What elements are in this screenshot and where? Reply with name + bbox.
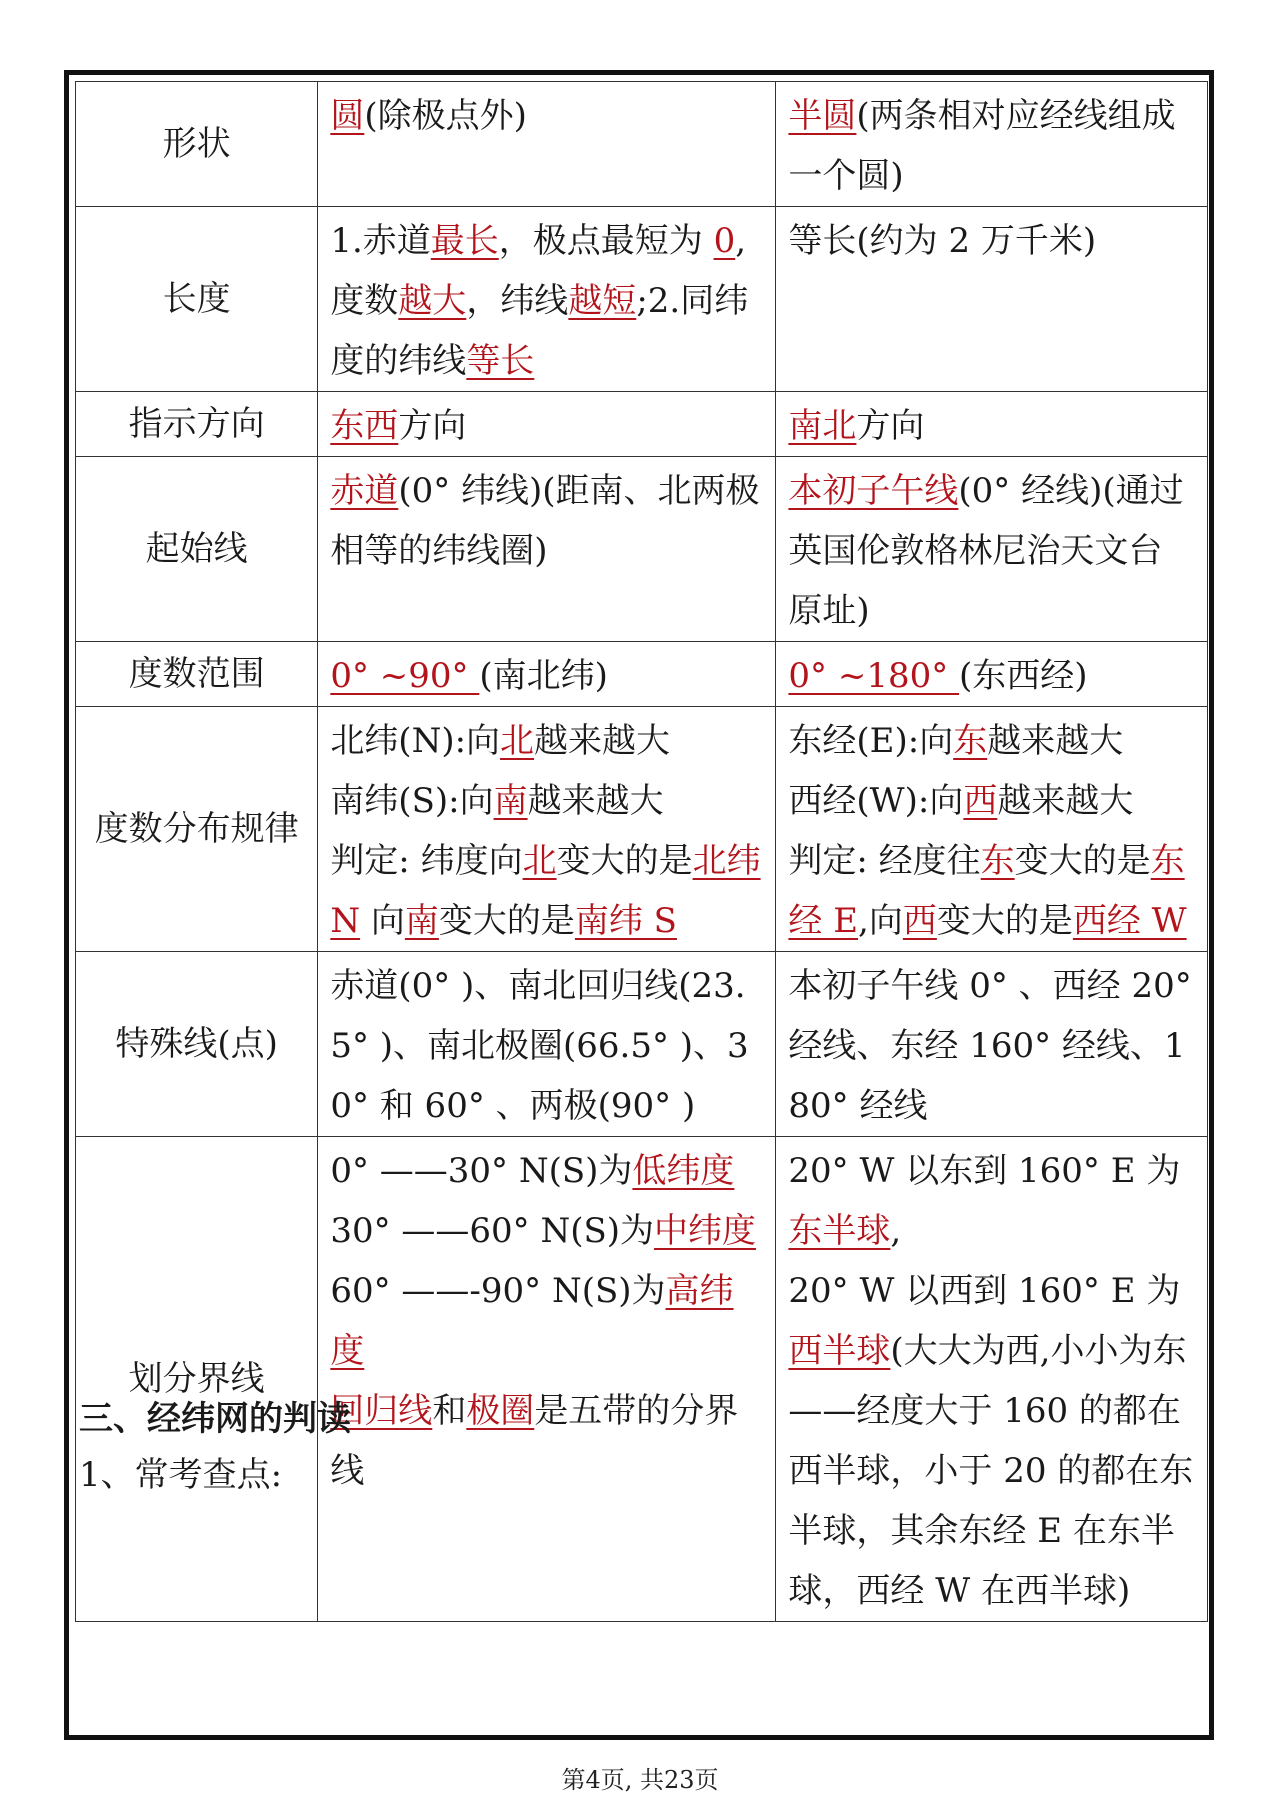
cell-text: 20° W 以东到 160° E 为 xyxy=(788,1151,1181,1191)
cell-text: (东西经) xyxy=(959,656,1088,696)
highlight-term: 中纬度 xyxy=(654,1211,757,1251)
section-title: 三、经纬网的判读 xyxy=(79,1399,351,1439)
highlight-term: 西 xyxy=(902,901,937,941)
latitude-cell xyxy=(318,707,776,952)
cell-text: ; xyxy=(636,281,648,321)
table-row xyxy=(76,392,1208,457)
row-label: 度数分布规律 xyxy=(76,707,318,952)
cell-text: 20° W 以西到 160° E 为 xyxy=(788,1271,1181,1311)
longitude-cell xyxy=(776,392,1208,457)
highlight-term: 赤道 xyxy=(330,471,399,511)
cell-text: 30° ——60° N(S)为 xyxy=(330,1211,655,1251)
highlight-term: 高纬度 xyxy=(330,1271,734,1371)
cell-text: (0° 经线)(通过英国伦敦格林尼治天文台原址) xyxy=(788,471,1184,631)
cell-text: ,向 xyxy=(858,901,903,941)
cell-text: 东经(E):向 xyxy=(788,721,954,761)
cell-text: 变大的是 xyxy=(936,901,1073,941)
row-label: 划分界线 xyxy=(76,1137,318,1622)
latitude-cell xyxy=(318,1137,776,1622)
table-row xyxy=(76,952,1208,1137)
highlight-term: 北 xyxy=(500,721,535,761)
highlight-term: 南纬 S xyxy=(574,901,677,941)
cell-text: (两条相对应经线组成 xyxy=(856,96,1176,136)
cell-text: 变大的是 xyxy=(556,841,693,881)
cell-text: 越来越大 xyxy=(997,781,1134,821)
highlight-term: 0° ~90° xyxy=(330,656,480,696)
highlight-term: 圆 xyxy=(330,96,365,136)
cell-text: 0° ——30° N(S)为 xyxy=(330,1151,633,1191)
table-row xyxy=(76,82,1208,207)
table-row xyxy=(76,207,1208,392)
highlight-term: 0° ~180° xyxy=(788,656,960,696)
longitude-cell xyxy=(776,457,1208,642)
highlight-term: 南 xyxy=(404,901,439,941)
highlight-term: 北 xyxy=(522,841,557,881)
cell-text: 方向 xyxy=(856,406,925,446)
highlight-term: 西 xyxy=(963,781,998,821)
highlight-term: 北纬 N xyxy=(330,841,761,941)
row-label: 起始线 xyxy=(76,457,318,642)
highlight-term: 最长 xyxy=(430,221,499,261)
cell-text: 变大的是 xyxy=(1014,841,1151,881)
highlight-term: 东 xyxy=(980,841,1015,881)
highlight-term: 等长 xyxy=(466,341,535,381)
cell-text: 向 xyxy=(360,901,405,941)
table-row xyxy=(76,457,1208,642)
table-row xyxy=(76,707,1208,952)
row-label: 指示方向 xyxy=(76,392,318,457)
sub-title: 1、常考查点: xyxy=(79,1455,283,1495)
cell-text: 1.赤道 xyxy=(330,221,431,261)
highlight-term: 南 xyxy=(493,781,528,821)
highlight-term: 0 xyxy=(713,221,736,261)
highlight-term: 西半球 xyxy=(788,1331,891,1371)
longitude-cell xyxy=(776,82,1208,207)
latitude-cell xyxy=(318,82,776,207)
row-label: 形状 xyxy=(76,82,318,207)
highlight-term: 越短 xyxy=(568,281,637,321)
cell-text: 方向 xyxy=(398,406,467,446)
latitude-cell xyxy=(318,392,776,457)
latitude-cell xyxy=(318,457,776,642)
cell-text: 越来越大 xyxy=(534,721,671,761)
longitude-cell xyxy=(776,707,1208,952)
cell-text: 西经(W):向 xyxy=(788,781,964,821)
row-label: 特殊线(点) xyxy=(76,952,318,1137)
highlight-term: 西经 W xyxy=(1072,901,1187,941)
cell-text: 越来越大 xyxy=(527,781,664,821)
cell-text: 度数 xyxy=(330,281,399,321)
highlight-term: 南北 xyxy=(788,406,857,446)
longitude-cell xyxy=(776,952,1208,1137)
highlight-term: 东经 E xyxy=(788,841,1185,941)
cell-text: 判定: 经度往 xyxy=(788,841,981,881)
highlight-term: 东 xyxy=(953,721,988,761)
cell-text: ，纬线 xyxy=(466,281,569,321)
highlight-term: 回归线 xyxy=(330,1391,433,1431)
page-frame xyxy=(64,70,1214,1740)
table-row xyxy=(76,642,1208,707)
longitude-cell xyxy=(776,1137,1208,1622)
cell-text: 2.同纬度的纬线 xyxy=(330,281,749,381)
cell-text: 本初子午线 0° 、西经 20° 经线、东经 160° 经线、180° 经线 xyxy=(788,966,1192,1126)
longitude-cell xyxy=(776,207,1208,392)
cell-text: 北纬(N):向 xyxy=(330,721,501,761)
cell-text: 和 xyxy=(432,1391,467,1431)
table-row xyxy=(76,1137,1208,1622)
page-footer: 第4页, 共23页 xyxy=(561,1766,719,1794)
cell-text: 一个圆) xyxy=(788,156,904,196)
cell-text: (南北纬) xyxy=(479,656,608,696)
highlight-term: 低纬度 xyxy=(632,1151,735,1191)
latitude-cell xyxy=(318,642,776,707)
row-label: 度数范围 xyxy=(76,642,318,707)
highlight-term: 东半球 xyxy=(788,1211,891,1251)
latitude-cell xyxy=(318,952,776,1137)
highlight-term: 半圆 xyxy=(788,96,857,136)
highlight-term: 极圈 xyxy=(466,1391,535,1431)
cell-text: 判定: 纬度向 xyxy=(330,841,523,881)
cell-text: 南纬(S):向 xyxy=(330,781,494,821)
cell-text: , xyxy=(890,1211,902,1251)
cell-text: (除极点外) xyxy=(364,96,527,136)
cell-text: 60° ——-90° N(S)为 xyxy=(330,1271,666,1311)
cell-text: 等长(约为 2 万千米) xyxy=(788,221,1097,261)
cell-text: ，极点最短为 xyxy=(498,221,714,261)
highlight-term: 本初子午线 xyxy=(788,471,959,511)
latitude-cell xyxy=(318,207,776,392)
highlight-term: 东西 xyxy=(330,406,399,446)
cell-text: 赤道(0° )、南北回归线(23.5° )、南北极圈(66.5° )、30° 和 60° 、两极(90° ) xyxy=(330,966,749,1126)
row-label: 长度 xyxy=(76,207,318,392)
cell-text: , xyxy=(735,221,747,261)
cell-text: 越来越大 xyxy=(987,721,1124,761)
cell-text: 变大的是 xyxy=(438,901,575,941)
highlight-term: 越大 xyxy=(398,281,467,321)
cell-text: (大大为西,小小为东——经度大于 160 的都在西半球，小于 20 的都在东半球，其余东经 E 在东半球，西经 W 在西半球) xyxy=(788,1331,1194,1611)
longitude-cell xyxy=(776,642,1208,707)
cell-text: 是五带的分界线 xyxy=(330,1391,739,1491)
cell-text: (0° 纬线)(距南、北两极相等的纬线圈) xyxy=(330,471,760,571)
